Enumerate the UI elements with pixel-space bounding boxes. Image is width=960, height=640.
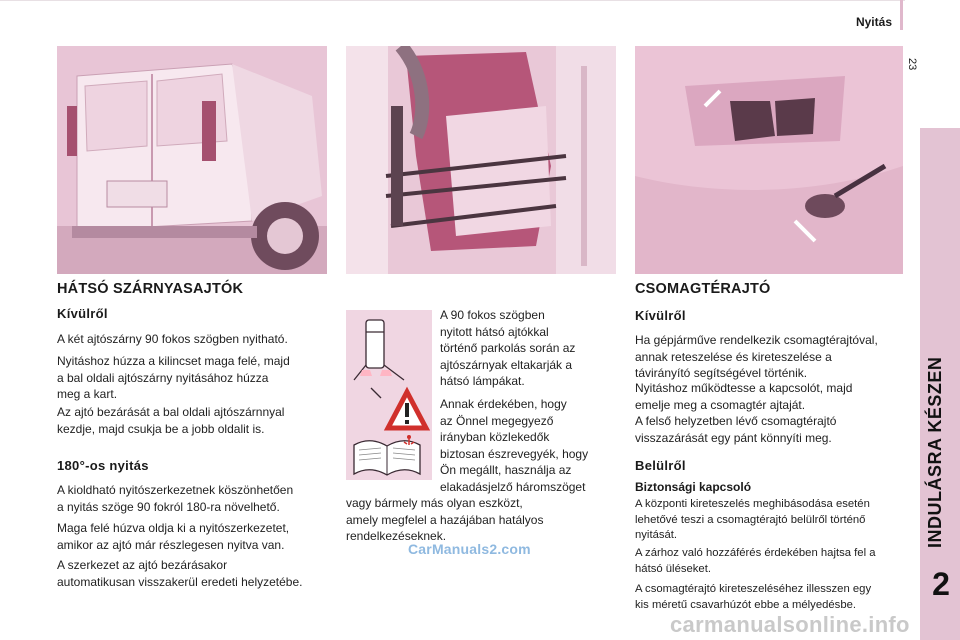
site-watermark: CarManuals2.com bbox=[408, 541, 531, 557]
rear-doors-title: HÁTSÓ SZÁRNYASAJTÓK bbox=[57, 281, 244, 297]
opening-180-paragraph-2: Maga felé húzva oldja ki a nyitószerkezetet, amikor az ajtó már részlegesen nyitva van. bbox=[57, 521, 290, 552]
inside-heading: Belülről bbox=[635, 458, 686, 473]
van-rear-photo bbox=[57, 46, 327, 274]
header-accent bbox=[900, 0, 903, 30]
section-title: Nyitás bbox=[855, 15, 892, 29]
boot-outside-paragraph-1: Ha gépjárműve rendelkezik csomagtérajtóval, annak reteszelése és kireteszelése a távirányító segítségével történik. bbox=[635, 333, 878, 380]
outside-heading-left: Kívülről bbox=[57, 306, 108, 321]
warning-illustration bbox=[346, 310, 432, 480]
opening-180-paragraph-3: A szerkezet az ajtó bezárásakor automatikusan visszakerül eredeti helyzetébe. bbox=[57, 558, 303, 589]
outside-heading-right: Kívülről bbox=[635, 308, 686, 323]
tail-lamp-photo bbox=[346, 46, 616, 274]
rear-doors-paragraph-2: Nyitáshoz húzza a kilincset maga felé, majd a bal oldali ajtószárny nyitásához húzza meg a kart. bbox=[57, 354, 290, 401]
hazard-paragraph-2-continued: vagy bármely más olyan eszközt, amely megfelel a hazájában hatályos rendelkezéseknek. bbox=[346, 496, 544, 543]
rear-doors-paragraph-1: A két ajtószárny 90 fokos szögben nyitható. bbox=[57, 332, 288, 346]
boot-lock-photo bbox=[635, 46, 903, 274]
boot-inside-paragraph-1: A központi kireteszelés meghibásodása esetén lehetővé teszi a csomagtérajtó belülről történő nyitását. bbox=[635, 498, 870, 541]
boot-outside-paragraph-3: A felső helyzetben lévő csomagtérajtó visszazárását egy pánt könnyíti meg. bbox=[635, 414, 837, 445]
opening-180-heading: 180°-os nyitás bbox=[57, 458, 149, 473]
safety-switch-heading: Biztonsági kapcsoló bbox=[635, 480, 752, 494]
chapter-title: INDULÁSRA KÉSZEN bbox=[925, 356, 945, 548]
header-rule bbox=[0, 0, 905, 1]
page-number: 23 bbox=[906, 58, 918, 71]
hazard-paragraph-2: Annak érdekében, hogy az Önnel megegyező irányban közlekedők biztosan észrevegyék, hogy Ön megállt, használja az elakadásjelző háromszöget bbox=[440, 397, 589, 494]
hazard-paragraph-1: A 90 fokos szögben nyitott hátsó ajtókkal történő parkolás során az ajtószárnyak eltakarják a hátsó lámpákat. bbox=[440, 308, 576, 388]
opening-180-paragraph-1: A kioldható nyitószerkezetnek köszönhetően a nyitás szöge 90 fokról 180-ra növelhető. bbox=[57, 483, 294, 514]
chapter-number: 2 bbox=[932, 566, 950, 602]
boot-lid-title: CSOMAGTÉRAJTÓ bbox=[635, 281, 771, 297]
footer-watermark: carmanualsonline.info bbox=[670, 612, 910, 637]
boot-outside-paragraph-2: Nyitáshoz működtesse a kapcsolót, majd emelje meg a csomagtér ajtaját. bbox=[635, 381, 853, 412]
rear-doors-paragraph-3: Az ajtó bezárását a bal oldali ajtószárnnyal kezdje, majd csukja be a jobb oldalit is. bbox=[57, 405, 285, 436]
boot-inside-paragraph-3: A csomagtérajtó kireteszeléséhez illesszen egy kis méretű csavarhúzót ebbe a mélyedésbe. bbox=[635, 583, 872, 611]
boot-inside-paragraph-2: A zárhoz való hozzáférés érdekében hajtsa fel a hátsó üléseket. bbox=[635, 547, 876, 575]
